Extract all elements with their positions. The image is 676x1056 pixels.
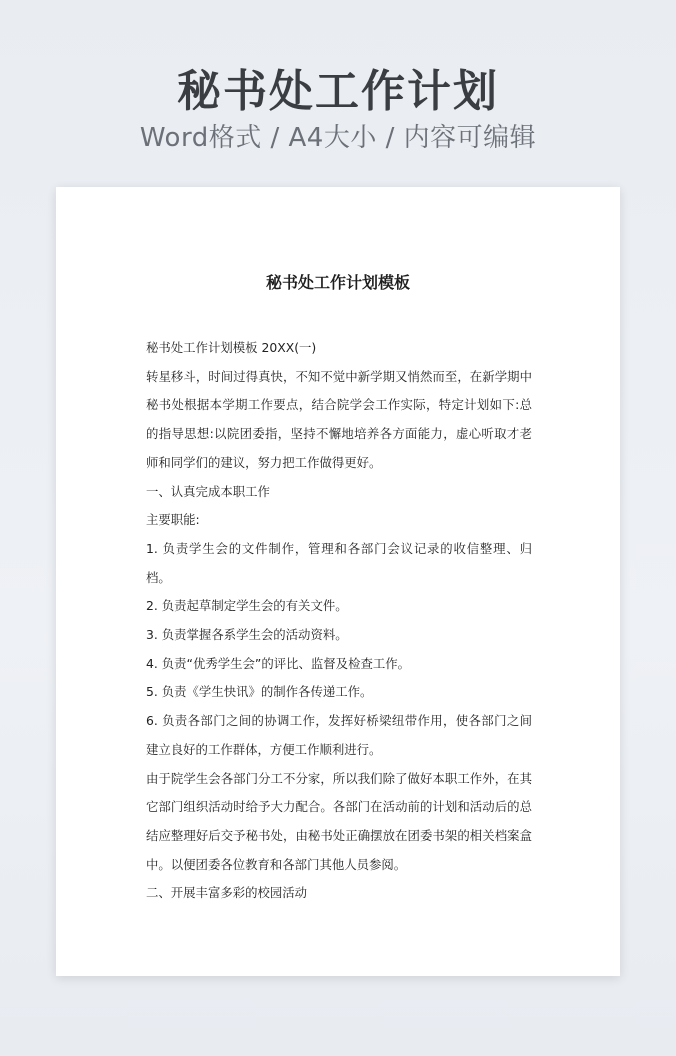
- doc-list-item-3: 3. 负责掌握各系学生会的活动资料。: [146, 627, 348, 643]
- doc-list-item-5: 5. 负责《学生快讯》的制作各传递工作。: [146, 684, 373, 700]
- banner-title: 秘书处工作计划: [177, 66, 499, 117]
- doc-section-heading-2: 二、开展丰富多彩的校园活动: [146, 885, 308, 901]
- document-title: 秘书处工作计划模板: [265, 273, 410, 292]
- doc-list-item-4: 4. 负责“优秀学生会”的评比、监督及检查工作。: [146, 655, 411, 671]
- banner-subtitle: Word格式 / A4大小 / 内容可编辑: [139, 123, 537, 153]
- doc-paragraph-heading: 秘书处工作计划模板 20XX(一): [146, 340, 317, 355]
- document-page: [56, 187, 620, 976]
- doc-paragraph-cooperation: 由于院学生会各部门分工不分家，所以我们除了做好本职工作外，在其它部门组织活动时给予大力配合。各部门在活动前的计划和活动后的总结应整理好后交予秘书处，由秘书处正确摆放在团委书架的相关档案盒中。以便团委各位教育和各部门其他人员参阅。: [146, 770, 532, 872]
- doc-list-item-1: 1. 负责学生会的文件制作，管理和各部门会议记录的收信整理、归档。: [146, 540, 532, 585]
- doc-section-heading-1: 一、认真完成本职工作: [146, 483, 270, 499]
- doc-paragraph-intro: 转星移斗，时间过得真快，不知不觉中新学期又悄然而至，在新学期中秘书处根据本学期工作要点，结合院学会工作实际，特定计划如下:总的指导思想:以院团委指，坚持不懈地培养各方面能力，虚心听取才老师和同学们的建议，努力把工作做得更好。: [146, 368, 532, 470]
- doc-paragraph-duties-label: 主要职能:: [146, 512, 200, 528]
- doc-list-item-2: 2. 负责起草制定学生会的有关文件。: [146, 598, 348, 614]
- document-body: [146, 334, 532, 908]
- doc-list-item-6: 6. 负责各部门之间的协调工作，发挥好桥梁纽带作用，使各部门之间建立良好的工作群体，方便工作顺利进行。: [146, 713, 532, 757]
